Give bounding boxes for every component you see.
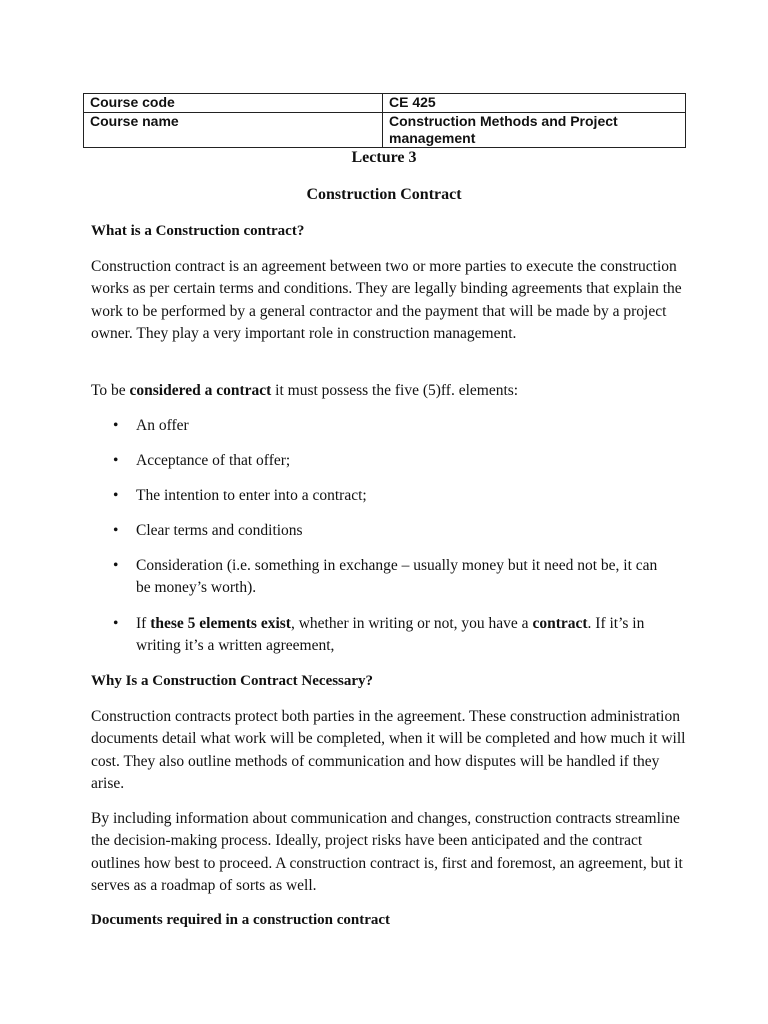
bullet-icon: • — [113, 522, 119, 539]
bullet-icon: • — [113, 557, 119, 574]
streamline-paragraph: By including information about communication and changes, construction contracts streamline the decision-making process. Ideally, project risks have been anticipated and the contract outlines how best to proceed. A construction contract is, first and foremost, an agreement, but it serves as a roadmap of sorts as well. — [91, 810, 683, 894]
list-item-text: Consideration (i.e. something in exchange – usually money but it need not be, it can be money’s worth). — [136, 557, 658, 597]
list-item-text: The intention to enter into a contract; — [136, 487, 367, 504]
list-item-text: Acceptance of that offer; — [136, 452, 291, 469]
list-item — [113, 555, 673, 600]
list-item-text: Clear terms and conditions — [136, 522, 303, 539]
elements-intro — [91, 380, 691, 402]
bullet-icon: • — [113, 417, 119, 434]
bullet-icon: • — [113, 615, 119, 632]
course-code-row — [84, 94, 686, 113]
list-item — [113, 520, 673, 542]
list-item — [113, 450, 673, 472]
last-bullet-part3: . If it’s in writing it’s a written agreement, — [136, 615, 645, 655]
section-heading-documents: Documents required in a construction contract — [91, 912, 391, 928]
intro-text-bold: considered a contract — [129, 382, 272, 399]
list-item-text: An offer — [136, 417, 189, 434]
list-item-text — [136, 613, 673, 658]
course-name-value: Construction Methods and Project management — [383, 113, 686, 148]
course-name-row — [84, 113, 686, 148]
last-bullet-bold2: contract — [532, 615, 588, 632]
list-item — [113, 485, 673, 507]
last-bullet-bold1: these 5 elements exist — [150, 615, 291, 632]
course-name-label: Course name — [84, 113, 383, 148]
intro-text-after: it must possess the five (5)ff. elements: — [271, 382, 519, 399]
course-code-value: CE 425 — [383, 94, 686, 113]
course-info-table — [83, 93, 686, 148]
section-heading-why-necessary: Why Is a Construction Contract Necessary? — [91, 673, 374, 689]
list-item — [113, 415, 673, 437]
bullet-icon: • — [113, 487, 119, 504]
topic-title: Construction Contract — [306, 186, 462, 203]
section-heading-what-is: What is a Construction contract? — [91, 223, 305, 239]
protection-paragraph: Construction contracts protect both parties in the agreement. These construction administration documents detail what work will be completed, when it will be completed and how much it will cost. They also outline methods of communication and how disputes will be handled if they arise. — [91, 708, 686, 792]
intro-text-before: To be — [91, 382, 130, 399]
bullet-icon: • — [113, 452, 119, 469]
lecture-title: Lecture 3 — [351, 149, 417, 166]
course-code-label: Course code — [84, 94, 383, 113]
definition-paragraph: Construction contract is an agreement between two or more parties to execute the construction works as per certain terms and conditions. They are legally binding agreements that explain the work to be performed by a general contractor and the payment that will be made by a project owner. They play a very important role in construction management. — [91, 258, 682, 342]
last-bullet-part1: If — [136, 615, 151, 632]
list-item — [113, 613, 673, 658]
last-bullet-part2: , whether in writing or not, you have a — [290, 615, 533, 632]
